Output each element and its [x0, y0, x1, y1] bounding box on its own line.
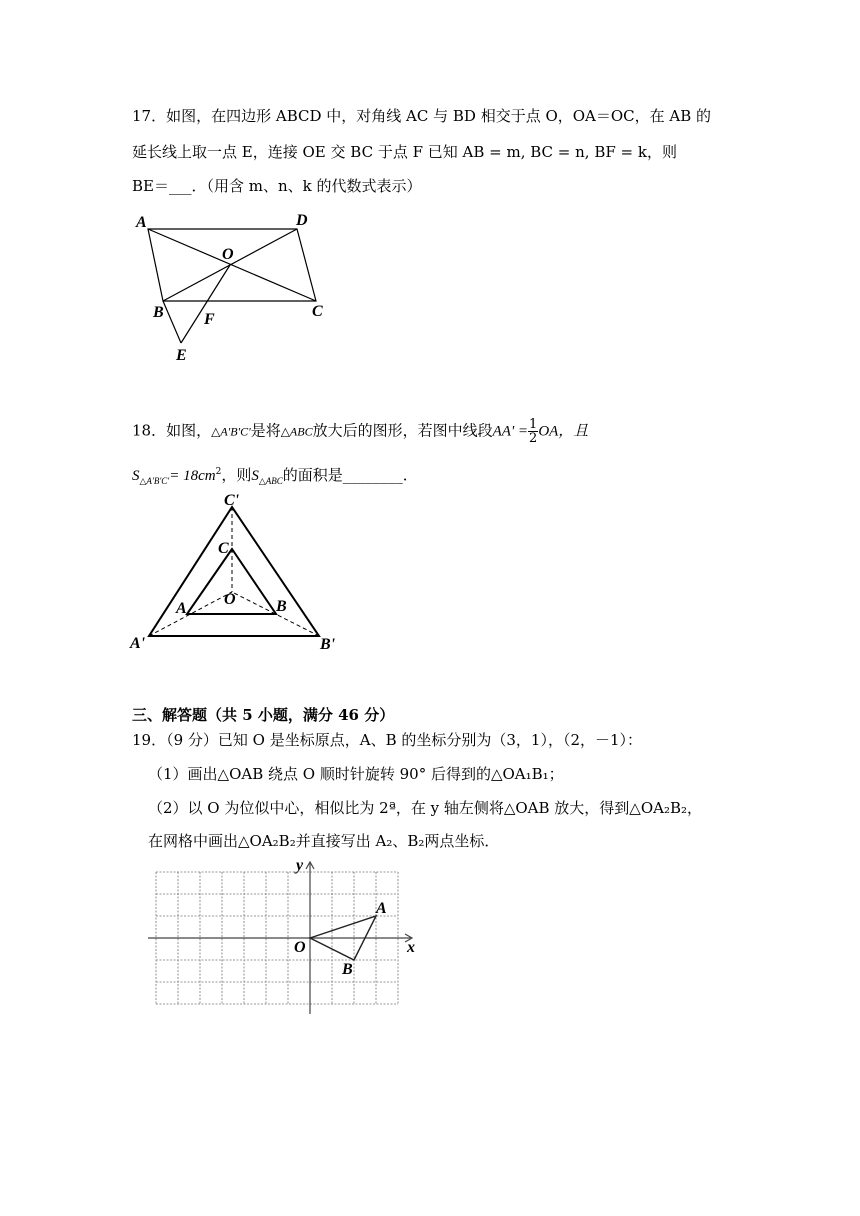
- q18-frac-den: 2: [529, 431, 538, 446]
- q17-label-D: D: [296, 212, 308, 229]
- q18-frac-num: 1: [529, 417, 538, 432]
- q19-label-A: A: [376, 900, 387, 917]
- q17-line-1: 17．如图，在四边形 ABCD 中，对角线 AC 与 BD 相交于点 O，OA＝OC，在 AB 的: [132, 107, 712, 125]
- q18-segment: AA' =: [492, 423, 529, 440]
- q18-area-value: = 18cm: [169, 468, 216, 484]
- q19-label-O: O: [294, 939, 306, 956]
- q18-label-Bp: B': [320, 636, 336, 653]
- q18-area-s2: S: [251, 468, 259, 484]
- q17-line-2: 延长线上取一点 E，连接 OE 交 BC 于点 F 已知 AB = m, BC = n, BF = k，则: [132, 143, 677, 161]
- q19-line-2: （1）画出△OAB 绕点 O 顺时针旋转 90° 后得到的△OA₁B₁；: [148, 765, 564, 783]
- q18-text-g: OA，且: [538, 423, 589, 440]
- q18-area-sup: 2: [215, 467, 222, 477]
- q17-label-O: O: [222, 246, 234, 263]
- section-heading: 三、解答题（共 5 小题，满分 46 分）: [132, 706, 395, 724]
- q18-area-s: S: [132, 468, 140, 484]
- q17-label-F: F: [204, 311, 215, 328]
- q17-label-C: C: [312, 303, 323, 320]
- q18-label-O: O: [224, 591, 236, 608]
- q17-label-E: E: [176, 347, 187, 364]
- q18-label-A: A: [176, 600, 187, 617]
- q18-label-Cp: C': [224, 492, 240, 509]
- q19-line-4: 在网格中画出△OA₂B₂并直接写出 A₂、B₂两点坐标．: [148, 832, 500, 850]
- q19-label-y: y: [296, 857, 304, 874]
- q18-text-a: 18．如图，: [132, 421, 212, 440]
- q18-area-sub2: △ABC: [258, 476, 283, 486]
- q18-triangle-small: △ABC: [280, 424, 313, 439]
- q18-label-B: B: [276, 598, 287, 615]
- q18-text-blank: 的面积是________．: [282, 466, 418, 484]
- q18-area-sub: △A'B'C': [139, 476, 170, 486]
- q19-label-x: x: [407, 939, 415, 956]
- q19-label-B: B: [342, 961, 353, 978]
- q18-label-C: C: [218, 540, 229, 557]
- q18-triangle-large: △A'B'C': [211, 424, 251, 439]
- q17-label-A: A: [136, 214, 147, 231]
- q19-line-3: （2）以 O 为位似中心，相似比为 2ª，在 y 轴左侧将△OAB 放大，得到△OA₂B₂，: [148, 799, 702, 817]
- q19-line-1: 19．（9 分）已知 O 是坐标原点，A、B 的坐标分别为（3，1），（2，－1）：: [132, 731, 643, 749]
- q18-text-e: 放大后的图形，若图中线段: [312, 421, 493, 440]
- q18-text-c: 是将: [250, 421, 281, 440]
- q17-line-3: BE＝___．（用含 m、n、k 的代数式表示）: [132, 177, 422, 195]
- q18-text-then: ，则: [221, 466, 252, 484]
- q17-label-B: B: [153, 304, 164, 321]
- q18-label-Ap: A': [130, 635, 146, 652]
